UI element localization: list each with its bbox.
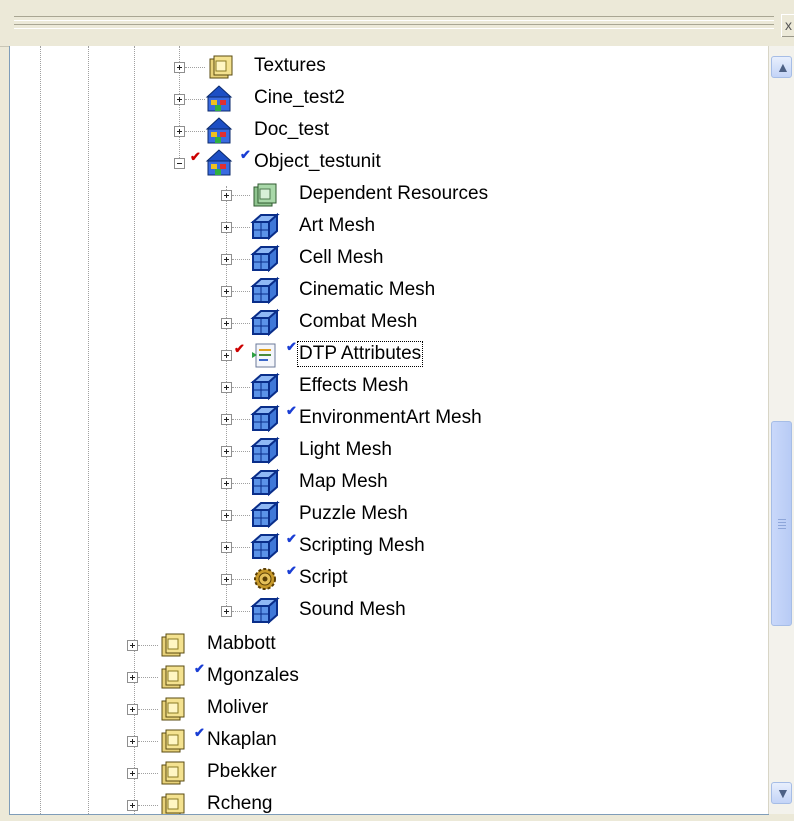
tree-connector [138, 709, 158, 710]
tree-connector [185, 99, 205, 100]
tree-node-map-mesh[interactable] [10, 468, 769, 498]
tree-connector [232, 387, 250, 388]
expand-toggle[interactable] [221, 350, 232, 361]
close-icon: x [785, 17, 792, 33]
mesh-cube-icon [250, 436, 280, 466]
node-label[interactable]: Art Mesh [299, 215, 376, 236]
tree-connector [232, 611, 250, 612]
mesh-cube-icon [250, 276, 280, 306]
tree-node-scripting-mesh[interactable] [10, 532, 769, 562]
tree-node-cine-test2[interactable] [10, 84, 769, 114]
expand-toggle[interactable] [127, 640, 138, 651]
node-label[interactable]: Mabbott [207, 633, 276, 654]
tree-connector [232, 515, 250, 516]
node-label[interactable]: Cine_test2 [254, 87, 345, 108]
collapse-toggle[interactable] [174, 158, 185, 169]
scroll-thumb[interactable] [771, 421, 792, 626]
expand-toggle[interactable] [221, 382, 232, 393]
tree-connector [232, 259, 250, 260]
expand-toggle[interactable] [221, 446, 232, 457]
tree-node-puzzle-mesh[interactable] [10, 500, 769, 530]
tree-connector [232, 195, 250, 196]
folder-stack-icon [158, 790, 188, 815]
tree-node-textures[interactable] [10, 52, 769, 82]
modified-mark-icon: ✔ [286, 403, 297, 418]
house-blocks-icon [204, 148, 234, 178]
expand-toggle[interactable] [127, 736, 138, 747]
docking-header [0, 0, 794, 47]
tree-node-art-mesh[interactable] [10, 212, 769, 242]
mesh-cube-icon [250, 308, 280, 338]
expand-toggle[interactable] [174, 126, 185, 137]
node-label[interactable]: Object_testunit [254, 151, 381, 172]
mesh-cube-icon [250, 404, 280, 434]
expand-toggle[interactable] [221, 222, 232, 233]
house-blocks-icon [204, 116, 234, 146]
tree-connector [232, 451, 250, 452]
tree-node-pbekker[interactable] [10, 758, 769, 788]
modified-mark-icon: ✔ [286, 339, 297, 354]
tree-node-dtp-attributes[interactable] [10, 340, 769, 370]
node-label[interactable]: Textures [254, 55, 326, 76]
tree-node-combat-mesh[interactable] [10, 308, 769, 338]
tree-node-object-testunit[interactable] [10, 148, 769, 178]
header-grip-bottom[interactable] [14, 24, 774, 29]
tree-connector [138, 645, 158, 646]
tree-connector [232, 227, 250, 228]
node-label[interactable]: Map Mesh [299, 471, 388, 492]
node-label[interactable]: Light Mesh [299, 439, 392, 460]
tree-node-mgonzales[interactable] [10, 662, 769, 692]
modified-mark-icon: ✔ [194, 725, 205, 740]
node-label[interactable]: Doc_test [254, 119, 329, 140]
node-label[interactable]: Cinematic Mesh [299, 279, 436, 300]
folder-stack-icon [158, 630, 188, 660]
mesh-cube-icon [250, 596, 280, 626]
expand-toggle[interactable] [127, 800, 138, 811]
expand-toggle[interactable] [221, 286, 232, 297]
expand-toggle[interactable] [221, 606, 232, 617]
tree-connector [138, 741, 158, 742]
mesh-cube-icon [250, 372, 280, 402]
tree-node-cinematic-mesh[interactable] [10, 276, 769, 306]
tree-connector [138, 773, 158, 774]
expand-toggle[interactable] [221, 574, 232, 585]
node-label[interactable]: EnvironmentArt Mesh [299, 407, 482, 428]
scroll-down-button[interactable] [771, 782, 792, 804]
modified-mark-icon: ✔ [240, 147, 251, 162]
node-label[interactable]: Pbekker [207, 761, 277, 782]
tree-node-dependent-resources[interactable] [10, 180, 769, 210]
checkout-mark-icon: ✔ [190, 149, 201, 164]
tree-node-mabbott[interactable] [10, 630, 769, 660]
checkout-mark-icon: ✔ [234, 341, 245, 356]
tree-node-nkaplan[interactable] [10, 726, 769, 756]
node-label[interactable]: Effects Mesh [299, 375, 409, 396]
tree-node-cell-mesh[interactable] [10, 244, 769, 274]
tree-node-moliver[interactable] [10, 694, 769, 724]
thumb-grip [778, 528, 786, 529]
expand-toggle[interactable] [221, 254, 232, 265]
node-label[interactable]: Mgonzales [207, 665, 299, 686]
tree-connector [185, 131, 205, 132]
node-label[interactable]: Cell Mesh [299, 247, 384, 268]
expand-toggle[interactable] [221, 478, 232, 489]
node-label[interactable]: Nkaplan [207, 729, 277, 750]
modified-mark-icon: ✔ [194, 661, 205, 676]
node-label[interactable]: Script [299, 567, 348, 588]
node-label[interactable]: Sound Mesh [299, 599, 406, 620]
scroll-up-button[interactable] [771, 56, 792, 78]
node-label[interactable]: DTP Attributes [299, 343, 422, 364]
vertical-scrollbar[interactable] [768, 46, 794, 814]
folder-stack-icon [158, 726, 188, 756]
node-label[interactable]: Moliver [207, 697, 269, 718]
attributes-doc-icon [250, 340, 280, 370]
node-label[interactable]: Dependent Resources [299, 183, 489, 204]
expand-toggle[interactable] [221, 510, 232, 521]
mesh-cube-icon [250, 212, 280, 242]
thumb-grip [778, 522, 786, 523]
folder-stack-icon [158, 758, 188, 788]
tree-connector [185, 67, 205, 68]
gear-script-icon [250, 564, 280, 594]
node-label[interactable]: Rcheng [207, 793, 273, 814]
chevron-down-icon: ▼ [776, 785, 790, 801]
mesh-cube-icon [250, 500, 280, 530]
expand-toggle[interactable] [221, 318, 232, 329]
tree-node-environmentart-mesh[interactable] [10, 404, 769, 434]
tree-connector [232, 483, 250, 484]
tree-connector [232, 579, 250, 580]
tree-connector [232, 419, 250, 420]
expand-toggle[interactable] [174, 94, 185, 105]
expand-toggle[interactable] [221, 414, 232, 425]
tree-node-doc-test[interactable] [10, 116, 769, 146]
expand-toggle[interactable] [127, 768, 138, 779]
tree-node-light-mesh[interactable] [10, 436, 769, 466]
tree-connector [232, 547, 250, 548]
tree-connector [232, 323, 250, 324]
modified-mark-icon: ✔ [286, 563, 297, 578]
tree-node-rcheng[interactable] [10, 790, 769, 815]
node-label[interactable]: Puzzle Mesh [299, 503, 408, 524]
modified-mark-icon: ✔ [286, 531, 297, 546]
node-label[interactable]: Scripting Mesh [299, 535, 425, 556]
green-folder-stack-icon [250, 180, 280, 210]
expand-toggle[interactable] [221, 542, 232, 553]
thumb-grip [778, 519, 786, 520]
tree-node-effects-mesh[interactable] [10, 372, 769, 402]
folder-stack-icon [158, 662, 188, 692]
mesh-cube-icon [250, 532, 280, 562]
tree-node-script[interactable] [10, 564, 769, 594]
folder-stack-icon [158, 694, 188, 724]
expand-toggle[interactable] [174, 62, 185, 73]
house-blocks-icon [204, 84, 234, 114]
chevron-up-icon: ▲ [776, 59, 790, 75]
mesh-cube-icon [250, 244, 280, 274]
mesh-cube-icon [250, 468, 280, 498]
close-button[interactable] [781, 14, 794, 37]
tree-node-sound-mesh[interactable] [10, 596, 769, 626]
node-label[interactable]: Combat Mesh [299, 311, 418, 332]
thumb-grip [778, 525, 786, 526]
resource-tree [9, 46, 769, 815]
tree-connector [138, 677, 158, 678]
expand-toggle[interactable] [221, 190, 232, 201]
tree-connector [138, 805, 158, 806]
expand-toggle[interactable] [127, 672, 138, 683]
tree-connector [232, 291, 250, 292]
header-grip-top[interactable] [14, 16, 774, 21]
expand-toggle[interactable] [127, 704, 138, 715]
folder-stack-icon [206, 52, 236, 82]
